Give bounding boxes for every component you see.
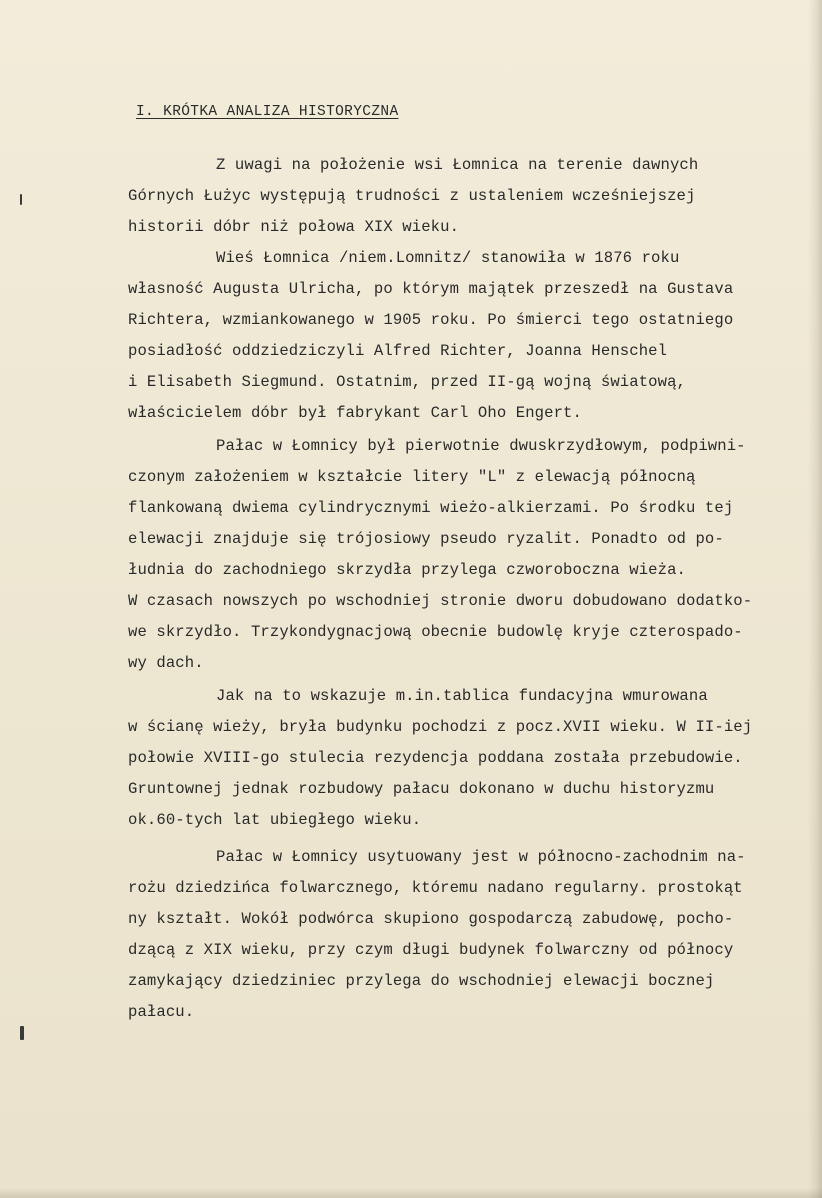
document-body bbox=[128, 150, 814, 1028]
text-line: w ścianę wieży, bryła budynku pochodzi z pocz.XVII wieku. W II-iej bbox=[128, 718, 753, 736]
text-line: historii dóbr niż połowa XIX wieku. bbox=[128, 218, 460, 236]
paragraph-dating bbox=[128, 681, 814, 836]
text-line: właścicielem dóbr był fabrykant Carl Oho Engert. bbox=[128, 404, 582, 422]
text-line: wy dach. bbox=[128, 654, 204, 672]
page-bottom-shadow bbox=[0, 1188, 822, 1198]
text-line: rożu dziedzińca folwarcznego, któremu nadano regularny. prostokąt bbox=[128, 879, 743, 897]
text-line: Gruntownej jednak rozbudowy pałacu dokonano w duchu historyzmu bbox=[128, 780, 715, 798]
text-line: połowie XVIII-go stulecia rezydencja poddana została przebudowie. bbox=[128, 749, 743, 767]
paragraph-intro bbox=[128, 150, 814, 243]
text-line: zamykający dziedziniec przylega do wschodniej elewacji bocznej bbox=[128, 972, 715, 990]
text-line: Pałac w Łomnicy usytuowany jest w północno-zachodnim na- bbox=[216, 848, 746, 866]
text-line: ok.60-tych lat ubiegłego wieku. bbox=[128, 811, 422, 829]
paragraph-location bbox=[128, 842, 814, 1028]
text-line: Richtera, wzmiankowanego w 1905 roku. Po śmierci tego ostatniego bbox=[128, 311, 734, 329]
text-line: we skrzydło. Trzykondygnacjową obecnie budowlę kryje czterospado- bbox=[128, 623, 743, 641]
text-line: pałacu. bbox=[128, 1003, 195, 1021]
text-line: czonym założeniem w kształcie litery "L" z elewacją północną bbox=[128, 468, 696, 486]
text-line: posiadłość oddziedziczyli Alfred Richter, Joanna Henschel bbox=[128, 342, 668, 360]
paragraph-owners bbox=[128, 243, 814, 429]
text-line: własność Augusta Ulricha, po którym majątek przeszedł na Gustava bbox=[128, 280, 734, 298]
text-line: ny kształt. Wokół podwórca skupiono gospodarczą zabudowę, pocho- bbox=[128, 910, 734, 928]
margin-mark bbox=[20, 194, 22, 205]
text-line: dzącą z XIX wieku, przy czym długi budynek folwarczny od północy bbox=[128, 941, 734, 959]
text-line: łudnia do zachodniego skrzydła przylega czworoboczna wieża. bbox=[128, 561, 687, 579]
text-line: i Elisabeth Siegmund. Ostatnim, przed II-gą wojną światową, bbox=[128, 373, 687, 391]
text-line: Pałac w Łomnicy był pierwotnie dwuskrzydłowym, podpiwni- bbox=[216, 437, 746, 455]
text-line: Z uwagi na położenie wsi Łomnica na terenie dawnych bbox=[216, 156, 699, 174]
text-line: W czasach nowszych po wschodniej stronie dworu dobudowano dodatko- bbox=[128, 592, 753, 610]
paragraph-architecture bbox=[128, 431, 814, 679]
document-heading: I. KRÓTKA ANALIZA HISTORYCZNA bbox=[136, 104, 399, 120]
text-line: elewacji znajduje się trójosiowy pseudo ryzalit. Ponadto od po- bbox=[128, 530, 724, 548]
text-line: Jak na to wskazuje m.in.tablica fundacyjna wmurowana bbox=[216, 687, 708, 705]
text-line: Wieś Łomnica /niem.Lomnitz/ stanowiła w 1876 roku bbox=[216, 249, 680, 267]
margin-mark bbox=[20, 1026, 24, 1040]
text-line: Górnych Łużyc występują trudności z ustaleniem wcześniejszej bbox=[128, 187, 696, 205]
text-line: flankowaną dwiema cylindrycznymi wieżo-alkierzami. Po środku tej bbox=[128, 499, 734, 517]
